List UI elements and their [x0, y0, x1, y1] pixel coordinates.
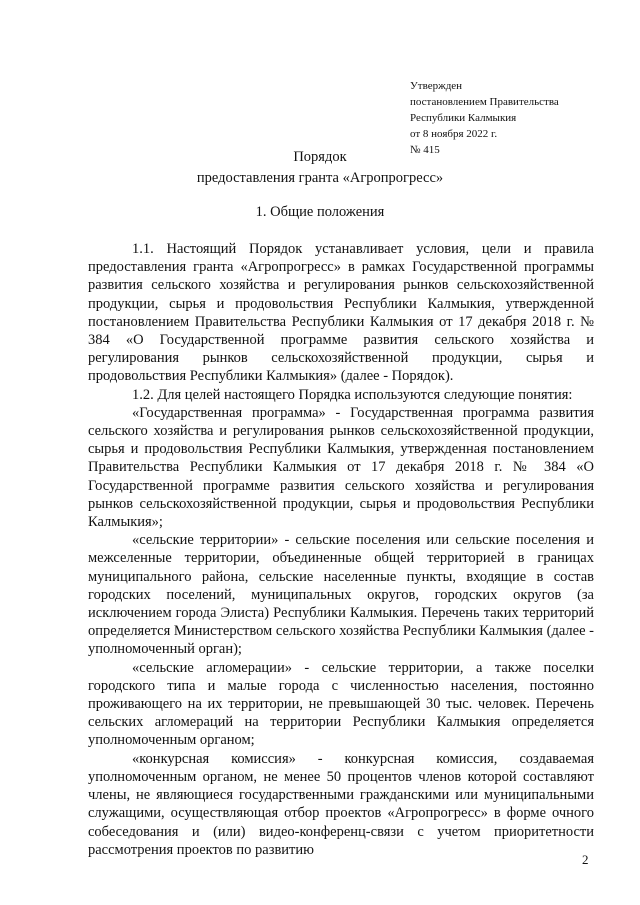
- approval-line: постановлением Правительства: [410, 96, 559, 108]
- paragraph: «сельские агломерации» - сельские территории, а также поселки городского типа и малые города с численностью населения, постоянно проживающего на их территории, не превышающей 30 тыс. человек. Перечень сельских агломераций на территории Республики Калмыкия определяется уполномоченным органом;: [88, 659, 594, 749]
- paragraph: «конкурсная комиссия» - конкурсная комиссия, создаваемая уполномоченным органом, не менее 50 процентов членов которой составляют члены, не являющиеся государственными гражданскими или муниципальными служащими, осуществляющая отбор проектов «Агропрогресс» в форме очного собеседования и (или) видео-конференц-связи с учетом приоритетности рассмотрения проектов по развитию: [88, 750, 594, 858]
- approval-line: Республики Калмыкия: [410, 112, 517, 124]
- paragraph: «Государственная программа» - Государственная программа развития сельского хозяйства и регулирования рынков сельскохозяйственной продукции, сырья и продовольствия Республики Калмыкия, утвержденная постановлением Правительства Республики Калмыкия от 17 декабря 2018 г. № 384 «О Государственной программе развития сельского хозяйства и регулирования рынков сельскохозяйственной продукции, сырья и продовольствия Республики Калмыкия»;: [88, 404, 594, 531]
- approval-line: от 8 ноября 2022 г.: [410, 128, 498, 140]
- paragraph: 1.2. Для целей настоящего Порядка используются следующие понятия:: [132, 386, 573, 403]
- page-number: 2: [582, 852, 589, 867]
- approval-block: [410, 78, 559, 158]
- section-heading: 1. Общие положения: [255, 204, 385, 220]
- document-body: [88, 240, 594, 859]
- document-title: Порядок: [293, 149, 347, 165]
- paragraph: «сельские территории» - сельские поселения или сельские поселения и межселенные территории, объединенные общей территорией в границах муниципального района, сельские населенные пункты, входящие в состав городских поселений, муниципальных округов, городских округов (за исключением города Элиста) Республики Калмыкия. Перечень таких территорий определяется Министерством сельского хозяйства Республики Калмыкия (далее - уполномоченный орган);: [88, 532, 594, 658]
- approval-line: № 415: [410, 144, 440, 156]
- approval-line: Утвержден: [410, 80, 463, 92]
- document-subtitle: предоставления гранта «Агропрогресс»: [196, 170, 444, 186]
- paragraph: 1.1. Настоящий Порядок устанавливает условия, цели и правила предоставления гранта «Агропрогресс» в рамках Государственной программы развития сельского хозяйства и регулирования рынков сельскохозяйственной продукции, сырья и продовольствия Республики Калмыкия, утвержденной постановлением Правительства Республики Калмыкия от 17 декабря 2018 г. № 384 «О Государственной программе развития сельского хозяйства и регулирования рынков сельскохозяйственной продукции, сырья и продовольствия Республики Калмыкия» (далее - Порядок).: [88, 241, 594, 385]
